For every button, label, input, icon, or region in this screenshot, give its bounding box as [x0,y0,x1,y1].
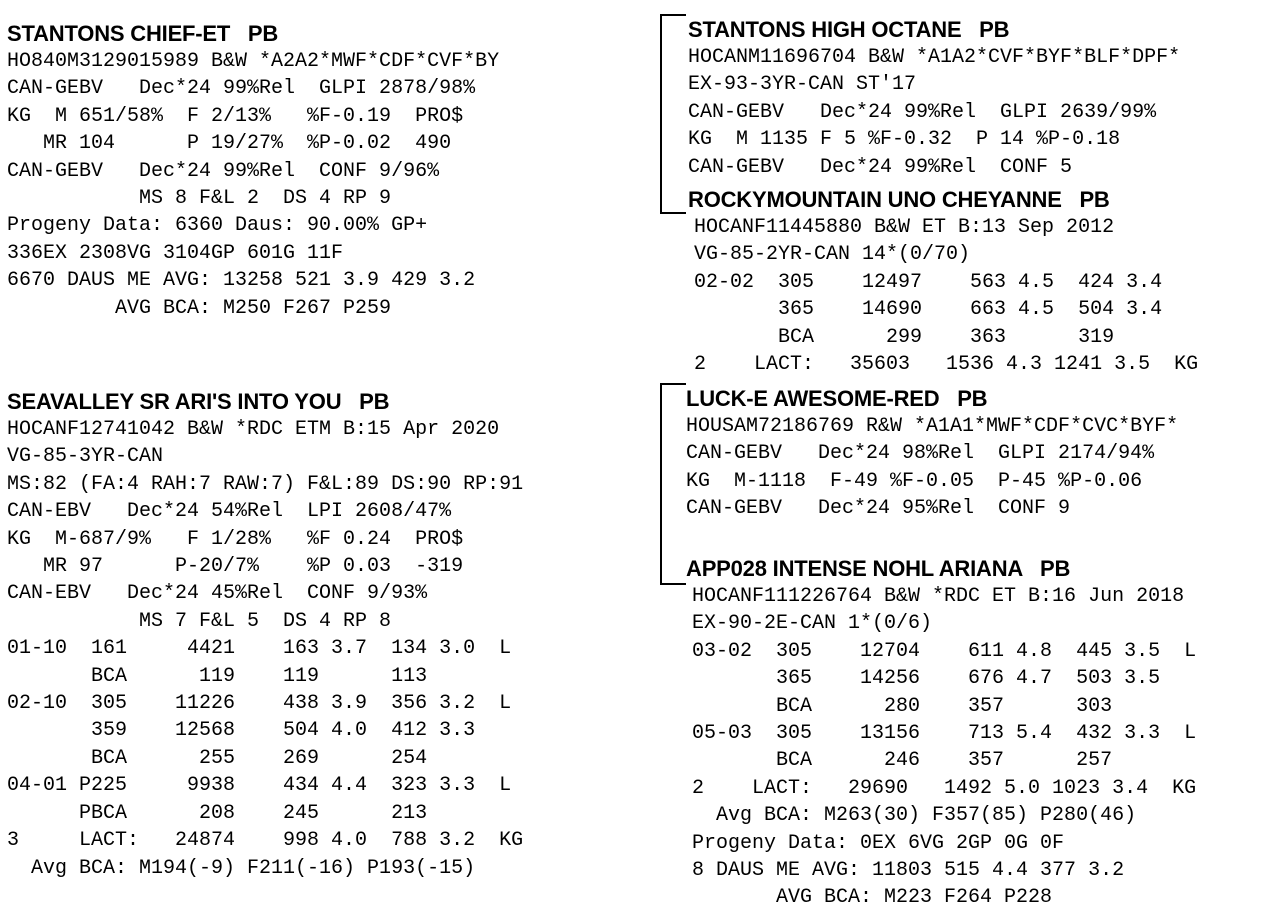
detail-line: CAN-GEBV Dec*24 99%Rel GLPI 2639/99% [688,100,1157,124]
detail-line: HOCANF111226764 B&W *RDC ET B:16 Jun 2018 [692,585,1185,608]
lactation-record: 2 LACT: 29690 1492 5.0 1023 3.4 KG [692,776,1197,800]
detail-line: Avg BCA: M263(30) F357(85) P280(46) [692,804,1137,828]
lactation-record: BCA 246 357 257 [692,749,1113,773]
lactation-record: BCA 299 363 319 [694,325,1115,349]
animal-name-title: STANTONS CHIEF-ET PB [7,21,279,46]
lactation-record: 03-02 305 12704 611 4.8 445 3.5 L [692,639,1197,663]
animal-name-title: APP028 INTENSE NOHL ARIANA PB [686,556,1071,581]
detail-line: KG M-1118 F-49 %F-0.05 P-45 %P-0.06 [686,469,1143,493]
detail-line: AVG BCA: M223 F264 P228 [692,886,1053,910]
detail-line: CAN-EBV Dec*24 45%Rel CONF 9/93% [7,582,428,606]
lactation-record: 02-10 305 11226 438 3.9 356 3.2 L [7,692,512,716]
detail-line: MS 7 F&L 5 DS 4 RP 8 [7,609,392,633]
detail-line: CAN-GEBV Dec*24 99%Rel GLPI 2878/98% [7,77,476,101]
lactation-record: 365 14256 676 4.7 503 3.5 [692,667,1161,691]
animal-name-title: STANTONS HIGH OCTANE PB [688,17,1010,42]
animal-name-title: SEAVALLEY SR ARI'S INTO YOU PB [7,389,390,414]
pedigree-block-octane [688,16,1180,181]
detail-line: HOCANF11445880 B&W ET B:13 Sep 2012 [694,216,1115,239]
detail-line: EX-90-2E-CAN 1*(0/6) [692,612,933,636]
detail-line: Progeny Data: 6360 Daus: 90.00% GP+ [7,214,428,238]
detail-line: AVG BCA: M250 F267 P259 [7,296,392,320]
detail-line: CAN-GEBV Dec*24 99%Rel CONF 5 [688,155,1073,179]
lactation-record: 3 LACT: 24874 998 4.0 788 3.2 KG [7,829,524,853]
lactation-record: Avg BCA: M194(-9) F211(-16) P193(-15) [7,856,476,880]
lactation-record: 05-03 305 13156 713 5.4 432 3.3 L [692,722,1197,746]
detail-line: CAN-GEBV Dec*24 98%Rel GLPI 2174/94% [686,442,1155,466]
pedigree-block-cheyanne [688,186,1198,378]
lactation-record: PBCA 208 245 213 [7,801,428,825]
lactation-record: 359 12568 504 4.0 412 3.3 [7,719,476,743]
pedigree-block-awesome [686,385,1178,523]
lactation-record: 02-02 305 12497 563 4.5 424 3.4 [694,270,1163,294]
lactation-record: 365 14690 663 4.5 504 3.4 [694,298,1163,322]
detail-line: HO840M3129015989 B&W *A2A2*MWF*CDF*CVF*BY [7,50,500,73]
pedigree-block-ari [7,388,523,882]
detail-line: EX-93-3YR-CAN ST'17 [688,73,917,97]
lactation-record: BCA 119 119 113 [7,664,428,688]
detail-line: 336EX 2308VG 3104GP 601G 11F [7,241,344,265]
detail-line: 8 DAUS ME AVG: 11803 515 4.4 377 3.2 [692,859,1125,883]
detail-line: VG-85-3YR-CAN [7,445,164,469]
lactation-record: 2 LACT: 35603 1536 4.3 1241 3.5 KG [694,353,1199,377]
detail-line: CAN-GEBV Dec*24 95%Rel CONF 9 [686,497,1071,521]
lactation-record: 01-10 161 4421 163 3.7 134 3.0 L [7,637,512,661]
detail-line: KG M 1135 F 5 %F-0.32 P 14 %P-0.18 [688,128,1121,152]
detail-line: MR 104 P 19/27% %P-0.02 490 [7,132,452,156]
detail-line: VG-85-2YR-CAN 14*(0/70) [694,243,971,267]
pedigree-bracket-sire [660,14,686,214]
pedigree-block-chief [7,20,499,322]
detail-line: Progeny Data: 0EX 6VG 2GP 0G 0F [692,831,1065,855]
pedigree-bracket-dam [660,383,686,585]
detail-line: MS:82 (FA:4 RAH:7 RAW:7) F&L:89 DS:90 RP:91 [7,472,524,496]
detail-line: HOCANF12741042 B&W *RDC ETM B:15 Apr 2020 [7,418,500,441]
lactation-record: BCA 280 357 303 [692,694,1113,718]
lactation-record: 04-01 P225 9938 434 4.4 323 3.3 L [7,774,512,798]
detail-line: CAN-EBV Dec*24 54%Rel LPI 2608/47% [7,500,452,524]
pedigree-block-ariana [686,555,1196,912]
detail-line: CAN-GEBV Dec*24 99%Rel CONF 9/96% [7,159,440,183]
detail-line: MS 8 F&L 2 DS 4 RP 9 [7,187,392,211]
lactation-record: BCA 255 269 254 [7,746,428,770]
detail-line: 6670 DAUS ME AVG: 13258 521 3.9 429 3.2 [7,269,476,293]
animal-name-title: ROCKYMOUNTAIN UNO CHEYANNE PB [688,187,1110,212]
animal-name-title: LUCK-E AWESOME-RED PB [686,386,988,411]
detail-line: KG M-687/9% F 1/28% %F 0.24 PRO$ [7,527,464,551]
detail-line: KG M 651/58% F 2/13% %F-0.19 PRO$ [7,104,464,128]
detail-line: MR 97 P-20/7% %P 0.03 -319 [7,555,464,579]
detail-line: HOCANM11696704 B&W *A1A2*CVF*BYF*BLF*DPF* [688,46,1181,69]
detail-line: HOUSAM72186769 R&W *A1A1*MWF*CDF*CVC*BYF* [686,415,1179,438]
